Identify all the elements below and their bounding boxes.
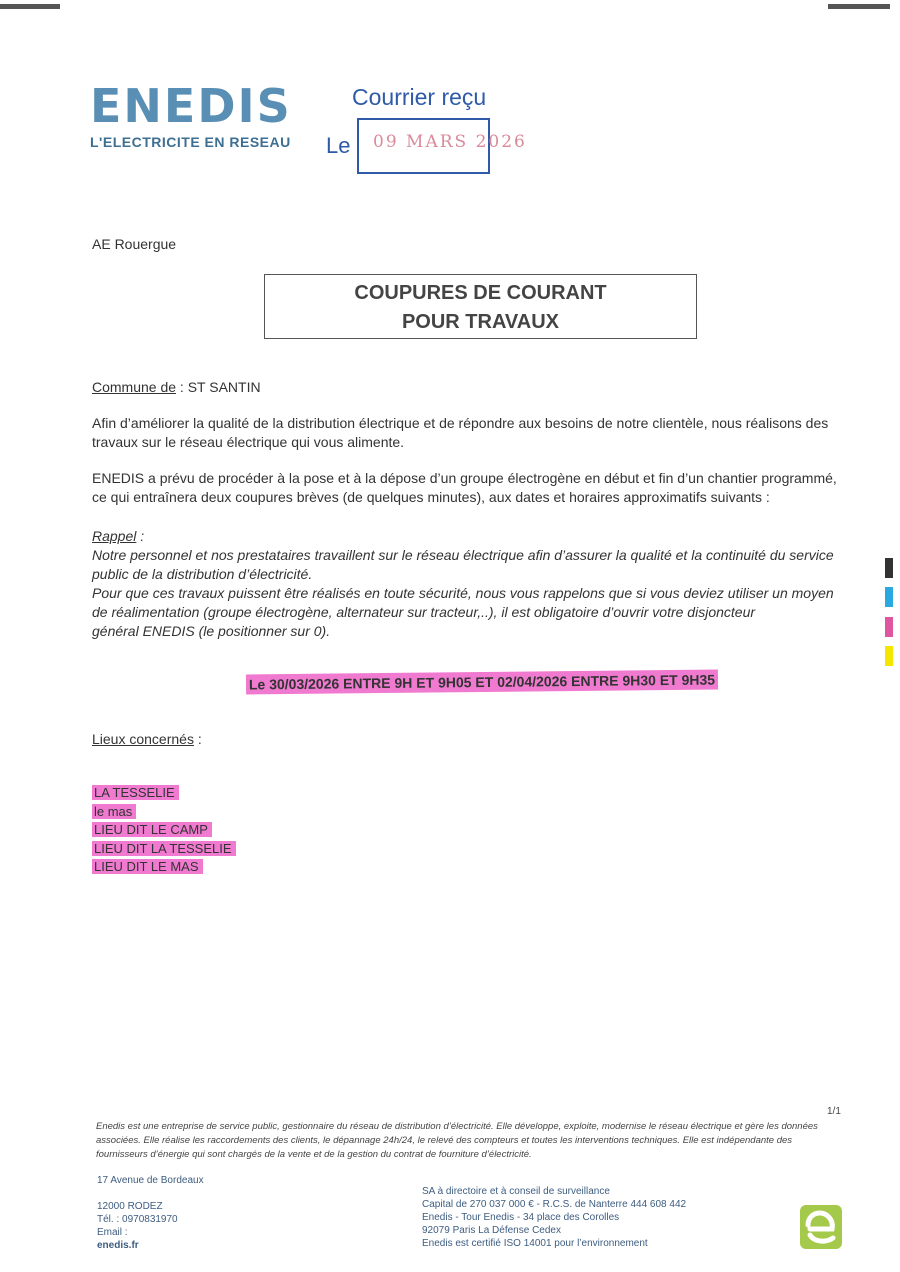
page-number: 1/1 [827,1106,841,1117]
enedis-e-icon [800,1205,842,1249]
company-line: Enedis - Tour Enedis - 34 place des Corolles [422,1212,620,1223]
title-line-2: POUR TRAVAUX [401,311,560,333]
list-item: LIEU DIT LE MAS [92,858,236,877]
list-item: LA TESSELIE [92,784,236,803]
list-item: LIEU DIT LA TESSELIE [92,840,236,859]
rappel-line-3: général ENEDIS (le positionner sur 0). [92,623,331,639]
calibration-mark-cyan [885,587,893,607]
company-line: Enedis est certifié ISO 14001 pour l’environnement [422,1238,648,1249]
address-line: Tél. : 0970831970 [97,1214,178,1225]
stamp-date: 09 MARS 2026 [373,132,527,152]
sender: AE Rouergue [92,236,177,252]
address-line: Email : [97,1227,128,1238]
lieux-sep: : [193,731,202,747]
address-line [97,1187,204,1200]
company-block [422,1185,686,1250]
calibration-mark-yellow [885,646,893,666]
commune-value: ST SANTIN [187,379,261,395]
list-item: le mas [92,803,236,822]
lieux-heading [92,730,840,749]
paragraph-2: ENEDIS a prévu de procéder à la pose et à la dépose d’un groupe électrogène en début et fin d’un chantier programmé, ce qui entraînera deux coupures brèves (de quelques minutes), aux dates et horaires approximatifs suivants : [92,470,837,505]
rappel-sep: : [136,528,145,544]
stamp-le: Le [326,133,351,158]
title-line-1: COUPURES DE COURANT [354,282,607,304]
legal-notice: Enedis est une entreprise de service public, gestionnaire du réseau de distribution d’électricité. Elle développe, exploite, modernise le réseau électrique et gère les données associées. Elle réalise les raccordements des clients, le dépannage 24h/24, le relevé des compteurs et toutes les interventions techniques. Elle est indépendante des fournisseurs d’énergie qui sont chargés de la vente et de la gestion du contrat de fourniture d’électricité. [96,1121,818,1160]
address-line: 17 Avenue de Bordeaux [97,1175,204,1186]
list-item: LIEU DIT LE CAMP [92,821,236,840]
commune-label: Commune de [92,379,177,395]
website-link[interactable]: enedis.fr [97,1240,139,1251]
company-line: Capital de 270 037 000 € - R.C.S. de Nanterre 444 608 442 [422,1199,687,1210]
rappel-line-2: Pour que ces travaux puissent être réalisés en toute sécurité, nous vous rappelons que si vous deviez utiliser un moyen de réalimentation (groupe électrogène, alternateur sur tracteur,..), il est obligatoire d’ouvrir votre disjoncteur [92,585,834,620]
title-box [264,274,697,339]
company-line: 92079 Paris La Défense Cedex [422,1225,561,1236]
commune-sep: : [176,379,188,395]
company-line: SA à directoire et à conseil de surveillance [422,1186,610,1197]
address-line: 12000 RODEZ [97,1201,163,1212]
logo-word: ENEDIS [90,79,292,133]
scan-edge-left [0,4,60,9]
enedis-logo [90,79,292,150]
logo-tagline: L'ELECTRICITE EN RESEAU [90,134,291,150]
rappel-label: Rappel [92,528,137,544]
scan-edge-right [828,4,890,9]
outage-dates: Le 30/03/2026 ENTRE 9H ET 9H05 ET 02/04/2026 ENTRE 9H30 ET 9H35 [246,670,718,695]
lieux-label: Lieux concernés [92,731,194,747]
places-list [92,784,236,877]
paragraph-1: Afin d’améliorer la qualité de la distribution électrique et de répondre aux besoins de notre clientèle, nous réalisons des travaux sur le réseau électrique qui vous alimente. [92,415,829,450]
calibration-mark-magenta [885,617,893,637]
commune-line [92,378,840,397]
stamp-title: Courrier reçu [352,84,487,110]
rappel-block [92,527,840,641]
address-block [97,1174,204,1252]
calibration-mark-black [885,558,893,578]
rappel-line-1: Notre personnel et nos prestataires travaillent sur le réseau électrique afin d’assurer la qualité et la continuité du service public de la distribution d’électricité. [92,547,834,582]
